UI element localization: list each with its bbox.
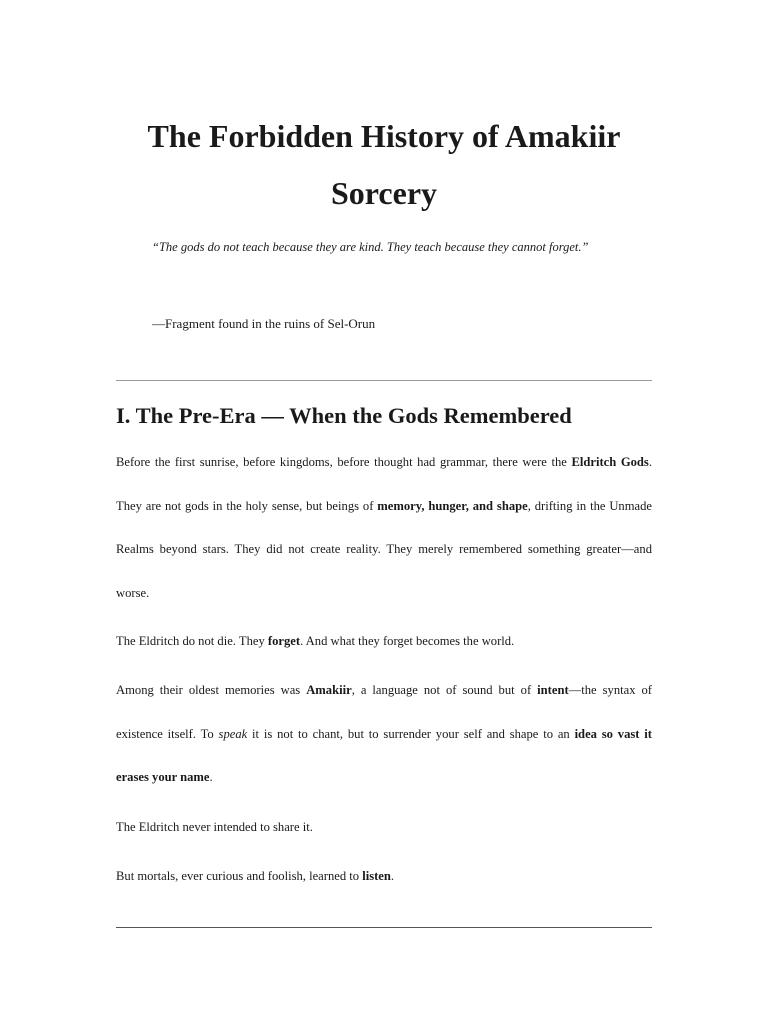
text-run: —the syntax of existence itself. To bbox=[116, 683, 652, 741]
bold-forget: forget bbox=[267, 634, 301, 648]
text-run: . bbox=[209, 770, 213, 784]
bold-eldritch-gods: Eldritch Gods bbox=[571, 455, 649, 469]
section-divider-bottom bbox=[116, 927, 652, 928]
paragraph-eldritch-gods bbox=[116, 441, 652, 615]
text-run: Among their oldest memories was bbox=[116, 683, 307, 697]
text-run: it is not to chant, but to surrender your self and shape to an bbox=[247, 726, 575, 741]
text-run: . And what they forget becomes the world. bbox=[300, 634, 515, 648]
italic-speak: speak bbox=[218, 726, 248, 741]
document-title: The Forbidden History of Amakiir Sorcery bbox=[147, 118, 621, 211]
bold-listen: listen bbox=[362, 869, 391, 883]
text-run: Before the first sunrise, before kingdoms, before thought had grammar, there were the bbox=[116, 455, 572, 469]
bold-intent: intent bbox=[537, 683, 569, 697]
paragraph-mortals-listen bbox=[116, 855, 652, 899]
text-run: , a language not of sound but of bbox=[351, 683, 538, 697]
bold-memory-hunger-shape: memory, hunger, and shape bbox=[377, 498, 528, 513]
paragraph-forget bbox=[116, 620, 652, 664]
section-heading: I. The Pre-Era — When the Gods Remembered bbox=[116, 403, 572, 428]
bold-amakiir: Amakiir bbox=[306, 683, 352, 697]
epigraph-attribution: —Fragment found in the ruins of Sel-Orun bbox=[152, 316, 376, 331]
text-run: . They are not gods in the holy sense, but beings of bbox=[116, 455, 652, 513]
bold-idea-so-vast: idea so vast it erases your name bbox=[116, 726, 653, 784]
section-divider-top bbox=[116, 380, 652, 381]
text-run: . bbox=[390, 869, 395, 883]
text-run: The Eldritch do not die. They bbox=[116, 634, 268, 648]
paragraph-never-intended: The Eldritch never intended to share it. bbox=[116, 820, 313, 834]
text-run: , drifting in the Unmade Realms beyond stars. They did not create reality. They merely remembered something greater—and worse. bbox=[116, 498, 653, 600]
epigraph-quote: “The gods do not teach because they are kind. They teach because they cannot forget.” bbox=[152, 240, 589, 254]
paragraph-amakiir bbox=[116, 669, 652, 800]
text-run: But mortals, ever curious and foolish, learned to bbox=[116, 869, 363, 883]
